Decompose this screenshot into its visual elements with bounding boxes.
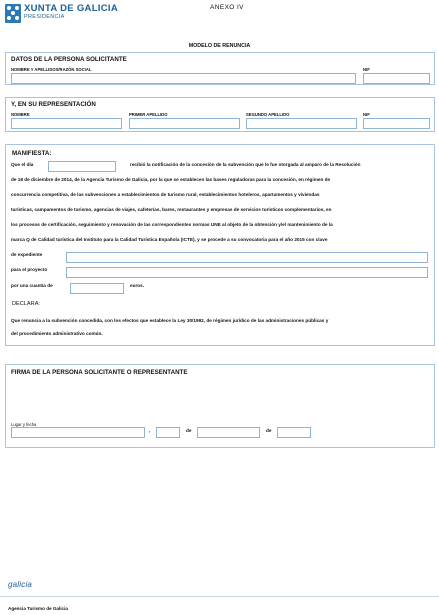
de-label-1: de <box>186 428 192 433</box>
euros-label: euros. <box>130 283 145 288</box>
rep-nombre-label: NOMBRE <box>11 112 30 117</box>
manifest-line-2: de 18 de diciembre de 2014, de la Agencia Turismo de Galicia, por la que se establecen las bases reguladoras para la concesión, en régimen de <box>11 177 331 182</box>
xunta-logo-icon <box>5 4 21 23</box>
proyecto-label: para el proyecto <box>11 267 48 272</box>
manifest-line-4: turísticas, campamentos de turismo, agencias de viajes, cafeterías, bares, restaurantes y empresas de servicios turísticos complementarios, en <box>11 207 332 212</box>
rep-nif-label: NIF <box>363 112 370 117</box>
manifest-line-1: recibió la notificación de la concesión de la subvención que le fue otorgada al amparo de la Resolución <box>130 162 361 167</box>
place-field[interactable] <box>11 427 145 438</box>
rep-nif-field[interactable] <box>363 118 430 129</box>
day-field[interactable] <box>156 427 180 438</box>
que-el-dia-text: Que el día <box>11 162 34 167</box>
signature-section <box>5 364 435 448</box>
cuantia-label: por una cuantía de <box>11 283 53 288</box>
footer-org: Agencia Turismo de Galicia <box>8 606 68 611</box>
declara-line-1: Que renuncia a la subvención concedida, con los efectos que establece la Ley 30/1992, de régimen jurídico de las administraciones públicas y <box>11 318 329 323</box>
annex-label: ANEXO IV <box>210 4 244 11</box>
brand-name: XUNTA DE GALICIA <box>24 3 118 14</box>
declara-line-2: del procedimiento administrativo común. <box>11 331 103 336</box>
rep-nombre-field[interactable] <box>11 118 122 129</box>
expediente-field[interactable] <box>66 252 428 263</box>
month-field[interactable] <box>197 427 260 438</box>
notification-date-field[interactable] <box>48 161 116 172</box>
galicia-logo: galicia <box>8 580 33 589</box>
department-name: PRESIDENCIA <box>24 14 65 20</box>
manifest-title: MANIFIESTA: <box>12 150 52 157</box>
applicant-title: DATOS DE LA PERSONA SOLICITANTE <box>11 56 127 63</box>
applicant-name-field[interactable] <box>11 73 356 84</box>
comma-sep: , <box>149 428 151 433</box>
rep-segundo-apellido-field[interactable] <box>246 118 357 129</box>
declara-label: DECLARA: <box>12 301 40 307</box>
representative-section <box>5 97 435 132</box>
applicant-section <box>5 52 435 85</box>
applicant-nif-label: NIF <box>363 67 370 72</box>
representative-title: Y, EN SU REPRESENTACIÓN <box>11 101 96 108</box>
form-title: MODELO DE RENUNCIA <box>188 43 251 49</box>
manifest-line-6: marca Q de Calidad turística del Instituto para la Calidad Turística Española (ICTE), y se procede a su convocatoria para el año 2015 con clave <box>11 237 328 242</box>
de-label-2: de <box>266 428 272 433</box>
rep-segundo-apellido-label: SEGUNDO APELLIDO <box>246 112 290 117</box>
footer-divider <box>0 596 439 597</box>
place-date-label: Lugar y fecha <box>11 422 37 427</box>
applicant-name-label: NOMBRE Y APELLIDOS/RAZÓN SOCIAL <box>11 67 92 72</box>
applicant-nif-field[interactable] <box>363 73 430 84</box>
proyecto-field[interactable] <box>66 267 428 278</box>
expediente-label: de expediente <box>11 252 43 257</box>
signature-title: FIRMA DE LA PERSONA SOLICITANTE O REPRESENTANTE <box>11 369 188 376</box>
rep-primer-apellido-field[interactable] <box>129 118 240 129</box>
cuantia-field[interactable] <box>70 283 124 294</box>
manifest-line-3: concurrencia competitiva, de las subvenciones a establecimientos de turismo rural, establecimientos hoteleros, apartamentos y viviendas <box>11 192 320 197</box>
rep-primer-apellido-label: PRIMER APELLIDO <box>129 112 168 117</box>
manifest-line-5: los procesos de certificación, seguimiento y renovación de las correspondientes normas UNE al objeto de la obtención y/el mantenimiento de la <box>11 222 333 227</box>
manifest-section <box>5 144 435 346</box>
year-field[interactable] <box>277 427 311 438</box>
